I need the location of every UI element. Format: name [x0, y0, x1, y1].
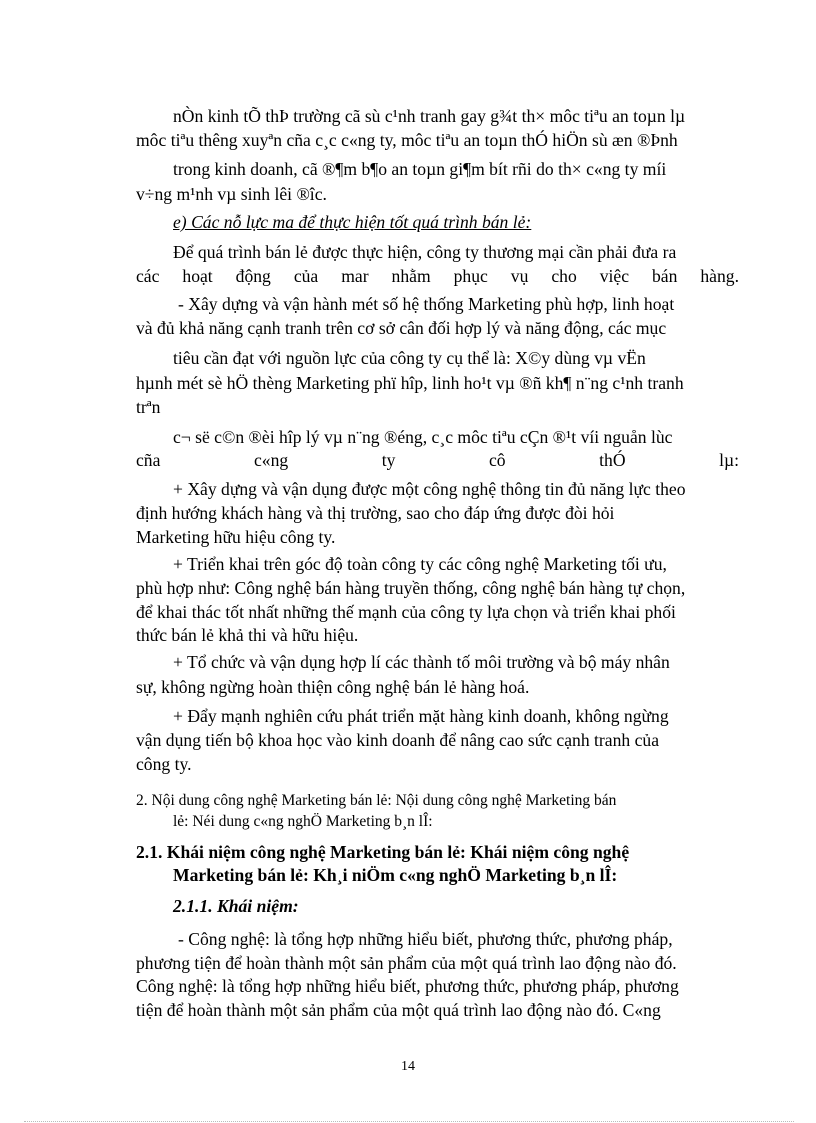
section-2-1-heading-cont: Marketing bán lẻ: Kh¸i niÖm c«ng nghÖ Marketing b¸n lÎ:	[173, 865, 618, 885]
text-line: phù hợp như: Công nghệ bán hàng truyền thống, công nghệ bán hàng tự chọn,	[136, 578, 686, 598]
text-line: - Công nghệ: là tổng hợp những hiểu biết, phương thức, phương pháp,	[178, 929, 673, 949]
text-line: + Đẩy mạnh nghiên cứu phát triển mặt hàng kinh doanh, không ngừng	[173, 706, 669, 726]
page-number: 14	[401, 1059, 415, 1074]
text-line: Để quá trình bán lẻ được thực hiện, công ty thương mại cần phải đưa ra	[173, 242, 677, 262]
text-line: trong kinh doanh, cã ®¶m b¶o an toµn gi¶m bít rñi do th× c«ng ty míi	[173, 159, 667, 179]
text-line: Công nghệ: là tổng hợp những hiểu biết, phương thức, phương pháp, phương	[136, 976, 679, 996]
text-line: + Xây dựng và vận dụng được một công nghệ thông tin đủ năng lực theo	[173, 479, 686, 499]
section-2-1-heading: 2.1. Khái niệm công nghệ Marketing bán lẻ: Khái niệm công nghệ	[136, 842, 630, 862]
text-line: định hướng khách hàng và thị trường, sao cho đáp ứng được đòi hỏi	[136, 503, 615, 523]
text-line: phương tiện để hoàn thành một sản phẩm của một quá trình lao động nào đó.	[136, 953, 677, 973]
text-line: sự, không ngừng hoàn thiện công nghệ bán lẻ hàng hoá.	[136, 677, 530, 697]
text-line: và đủ khả năng cạnh tranh trên cơ sở cân đối hợp lý và năng động, các mục	[136, 318, 667, 338]
text-line: nÒn kinh tÕ thÞ trường cã sù c¹nh tranh gay g¾t th× môc tiªu an toµn lµ	[173, 106, 686, 126]
section-2-heading: 2. Nội dung công nghệ Marketing bán lẻ: Nội dung công nghệ Marketing bán	[136, 792, 617, 809]
text-line: v÷ng m¹nh vµ sinh lêi ®îc.	[136, 184, 327, 204]
text-line: để khai thác tốt nhất những thế mạnh của công ty lựa chọn và triển khai phối	[136, 602, 676, 622]
text-line: c¬ së c©n ®èi hîp lý vµ n¨ng ®éng, c¸c môc tiªu cÇn ®¹t víi nguån lùc	[173, 427, 673, 447]
section-2-heading-cont: lẻ: Néi dung c«ng nghÖ Marketing b¸n lÎ:	[173, 813, 433, 830]
text-line: + Triển khai trên góc độ toàn công ty các công nghệ Marketing tối ưu,	[173, 554, 667, 574]
text-line: - Xây dựng và vận hành mét số hệ thống Marketing phù hợp, linh hoạt	[178, 294, 675, 314]
text-line: thức bán lẻ khả thi và hữu hiệu.	[136, 625, 359, 645]
text-line: tiêu cần đạt với nguồn lực của công ty cụ thể là: X©y dùng vµ vËn	[173, 348, 646, 368]
page-bottom-rule	[24, 1121, 794, 1122]
text-line: hµnh mét sè hÖ thèng Marketing phï hîp, linh ho¹t vµ ®ñ kh¶ n¨ng c¹nh tranh	[136, 373, 684, 393]
text-line: các hoạt động của mar nhằm phục vụ cho việc bán hàng.	[136, 266, 739, 286]
text-line: trªn	[136, 397, 161, 417]
text-line: Marketing hữu hiệu công ty.	[136, 527, 336, 547]
text-line: công ty.	[136, 754, 192, 774]
text-line: vận dụng tiến bộ khoa học vào kinh doanh để nâng cao sức cạnh tranh của	[136, 730, 660, 750]
section-2-1-1-heading: 2.1.1. Khái niệm:	[173, 896, 299, 916]
text-line: môc tiªu thêng xuyªn cña c¸c c«ng ty, môc tiªu an toµn thÓ hiÖn sù æn ®Þnh	[136, 130, 678, 150]
section-heading-e: e) Các nỗ lực ma để thực hiện tốt quá trình bán lẻ:	[173, 212, 532, 232]
text-line: + Tổ chức và vận dụng hợp lí các thành tố môi trường và bộ máy nhân	[173, 652, 670, 672]
text-line: tiện để hoàn thành một sản phẩm của một quá trình lao động nào đó. C«ng	[136, 1000, 661, 1020]
text-line: cña c«ng ty cô thÓ lµ:	[136, 450, 739, 470]
